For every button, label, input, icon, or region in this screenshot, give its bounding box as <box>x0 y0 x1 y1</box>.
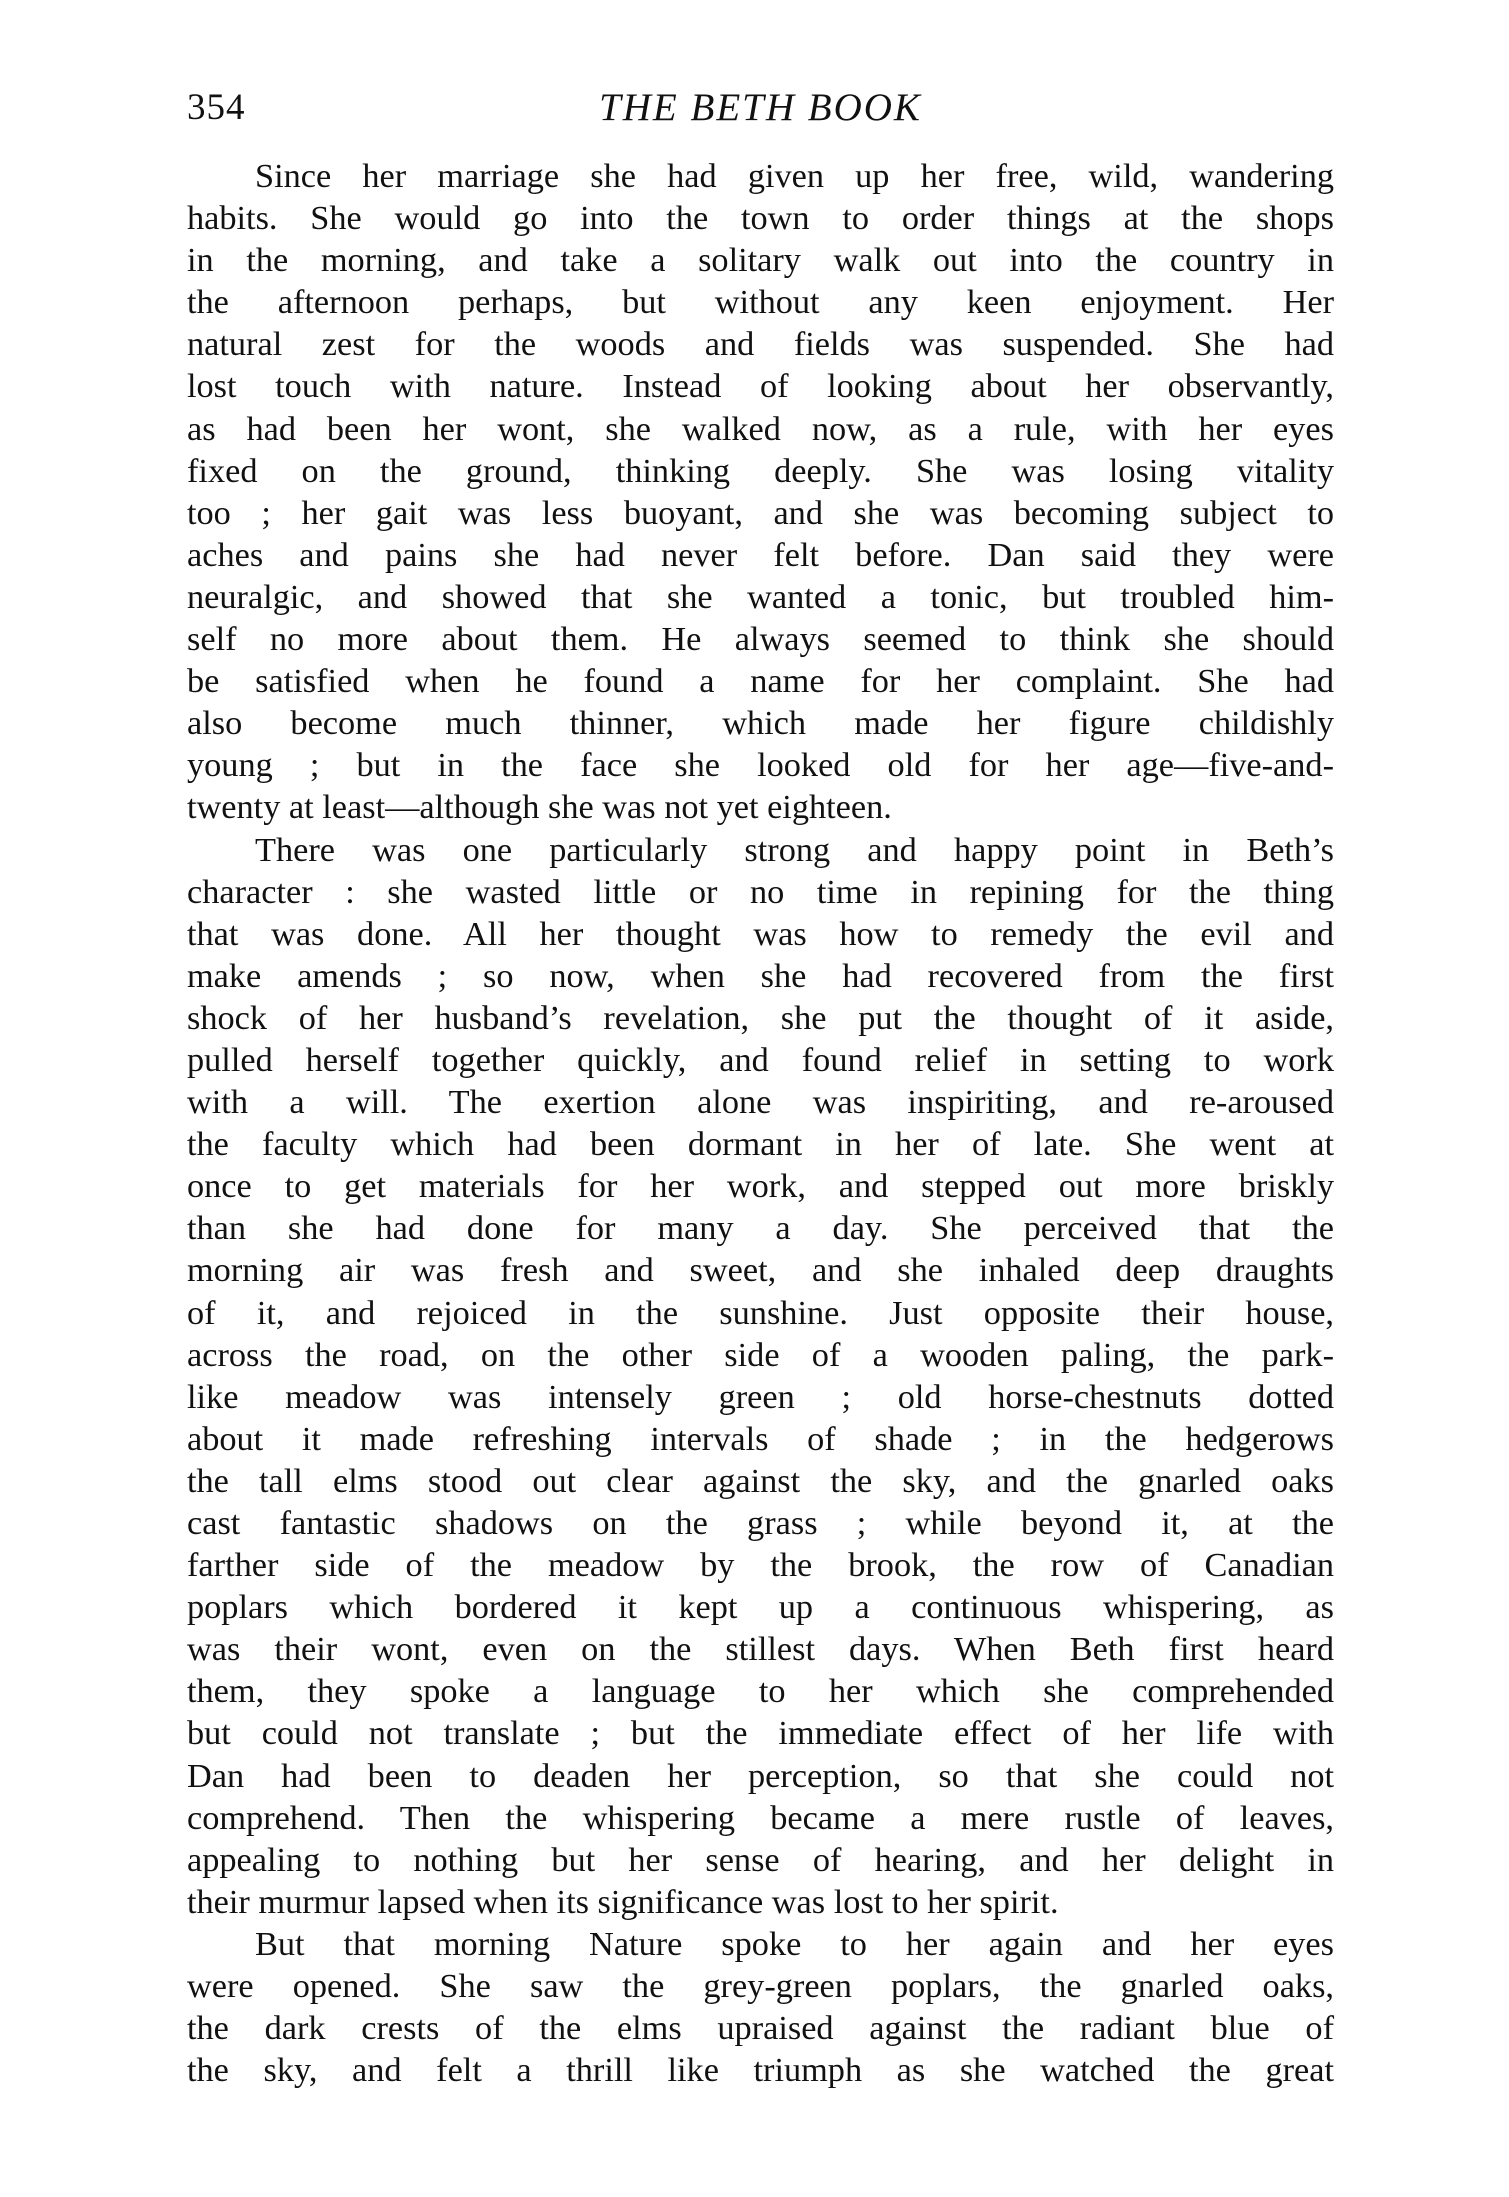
text-line: cast fantastic shadows on the grass ; while beyond it, at the <box>187 1504 1334 1542</box>
text-line: habits. She would go into the town to order things at the shops <box>187 199 1334 238</box>
text-line: appealing to nothing but her sense of hearing, and her delight in <box>187 1840 1334 1879</box>
text-line: too ; her gait was less buoyant, and she was becoming subject to <box>187 493 1334 532</box>
text-line: was their wont, even on the stillest days. When Beth first heard <box>187 1630 1334 1669</box>
text-line: young ; but in the face she looked old for her age—five-and- <box>187 746 1334 785</box>
text-line: once to get materials for her work, and stepped out more briskly <box>187 1167 1334 1206</box>
text-line: them, they spoke a language to her which she comprehended <box>187 1672 1334 1711</box>
text-line: of it, and rejoiced in the sunshine. Just opposite their house, <box>187 1293 1334 1332</box>
text-line: self no more about them. He always seemed to think she should <box>187 620 1334 659</box>
text-line: But that morning Nature spoke to her again and her eyes <box>255 1924 1334 1963</box>
text-line: their murmur lapsed when its significance was lost to her spirit. <box>187 1882 1059 1921</box>
text-line: in the morning, and take a solitary walk out into the country in <box>187 241 1334 280</box>
body-text <box>187 155 1334 2091</box>
text-line: the dark crests of the elms upraised against the radiant blue of <box>187 2009 1334 2048</box>
page-header <box>187 78 1334 138</box>
text-line: poplars which bordered it kept up a continuous whispering, as <box>187 1588 1334 1627</box>
text-line: Dan had been to deaden her perception, so that she could not <box>187 1756 1334 1795</box>
text-line: neuralgic, and showed that she wanted a tonic, but troubled him- <box>187 577 1334 616</box>
text-line: lost touch with nature. Instead of looking about her observantly, <box>187 367 1334 406</box>
text-line: shock of her husband’s revelation, she put the thought of it aside, <box>187 998 1334 1037</box>
text-line: about it made refreshing intervals of shade ; in the hedgerows <box>187 1419 1334 1458</box>
text-line: as had been her wont, she walked now, as a rule, with her eyes <box>187 409 1334 448</box>
text-line: make amends ; so now, when she had recovered from the first <box>187 956 1334 995</box>
text-line: There was one particularly strong and happy point in Beth’s <box>255 830 1334 869</box>
text-line: natural zest for the woods and fields was suspended. She had <box>187 325 1334 364</box>
text-line: like meadow was intensely green ; old horse-chestnuts dotted <box>187 1377 1334 1416</box>
paragraph-3 <box>187 1923 1334 2091</box>
text-line: were opened. She saw the grey-green poplars, the gnarled oaks, <box>187 1967 1334 2006</box>
text-line: farther side of the meadow by the brook, the row of Canadian <box>187 1546 1334 1585</box>
text-line: character : she wasted little or no time in repining for the thing <box>187 872 1334 911</box>
text-line: with a will. The exertion alone was inspiriting, and re-aroused <box>187 1083 1334 1122</box>
text-line: but could not translate ; but the immediate effect of her life with <box>187 1714 1334 1753</box>
text-line: the faculty which had been dormant in her of late. She went at <box>187 1125 1334 1164</box>
text-line: across the road, on the other side of a wooden paling, the park- <box>187 1335 1334 1374</box>
paragraph-1 <box>187 155 1334 829</box>
text-line: morning air was fresh and sweet, and she inhaled deep draughts <box>187 1251 1334 1290</box>
paragraph-2 <box>187 829 1334 1923</box>
text-line: also become much thinner, which made her figure childishly <box>187 704 1334 743</box>
running-title: THE BETH BOOK <box>599 86 922 129</box>
text-line: be satisfied when he found a name for her complaint. She had <box>187 662 1334 701</box>
text-line: twenty at least—although she was not yet eighteen. <box>187 788 892 827</box>
page-number: 354 <box>187 87 246 128</box>
text-line: pulled herself together quickly, and found relief in setting to work <box>187 1040 1334 1079</box>
text-line: that was done. All her thought was how to remedy the evil and <box>187 914 1334 953</box>
text-line: comprehend. Then the whispering became a mere rustle of leaves, <box>187 1798 1334 1837</box>
text-line: aches and pains she had never felt before. Dan said they were <box>187 535 1334 574</box>
text-line: the afternoon perhaps, but without any keen enjoyment. Her <box>187 283 1334 322</box>
text-line: the tall elms stood out clear against the sky, and the gnarled oaks <box>187 1461 1334 1500</box>
text-line: than she had done for many a day. She perceived that the <box>187 1209 1334 1248</box>
text-line: the sky, and felt a thrill like triumph as she watched the great <box>187 2051 1334 2090</box>
text-line: Since her marriage she had given up her free, wild, wandering <box>255 157 1334 195</box>
text-line: fixed on the ground, thinking deeply. She was losing vitality <box>187 451 1334 490</box>
